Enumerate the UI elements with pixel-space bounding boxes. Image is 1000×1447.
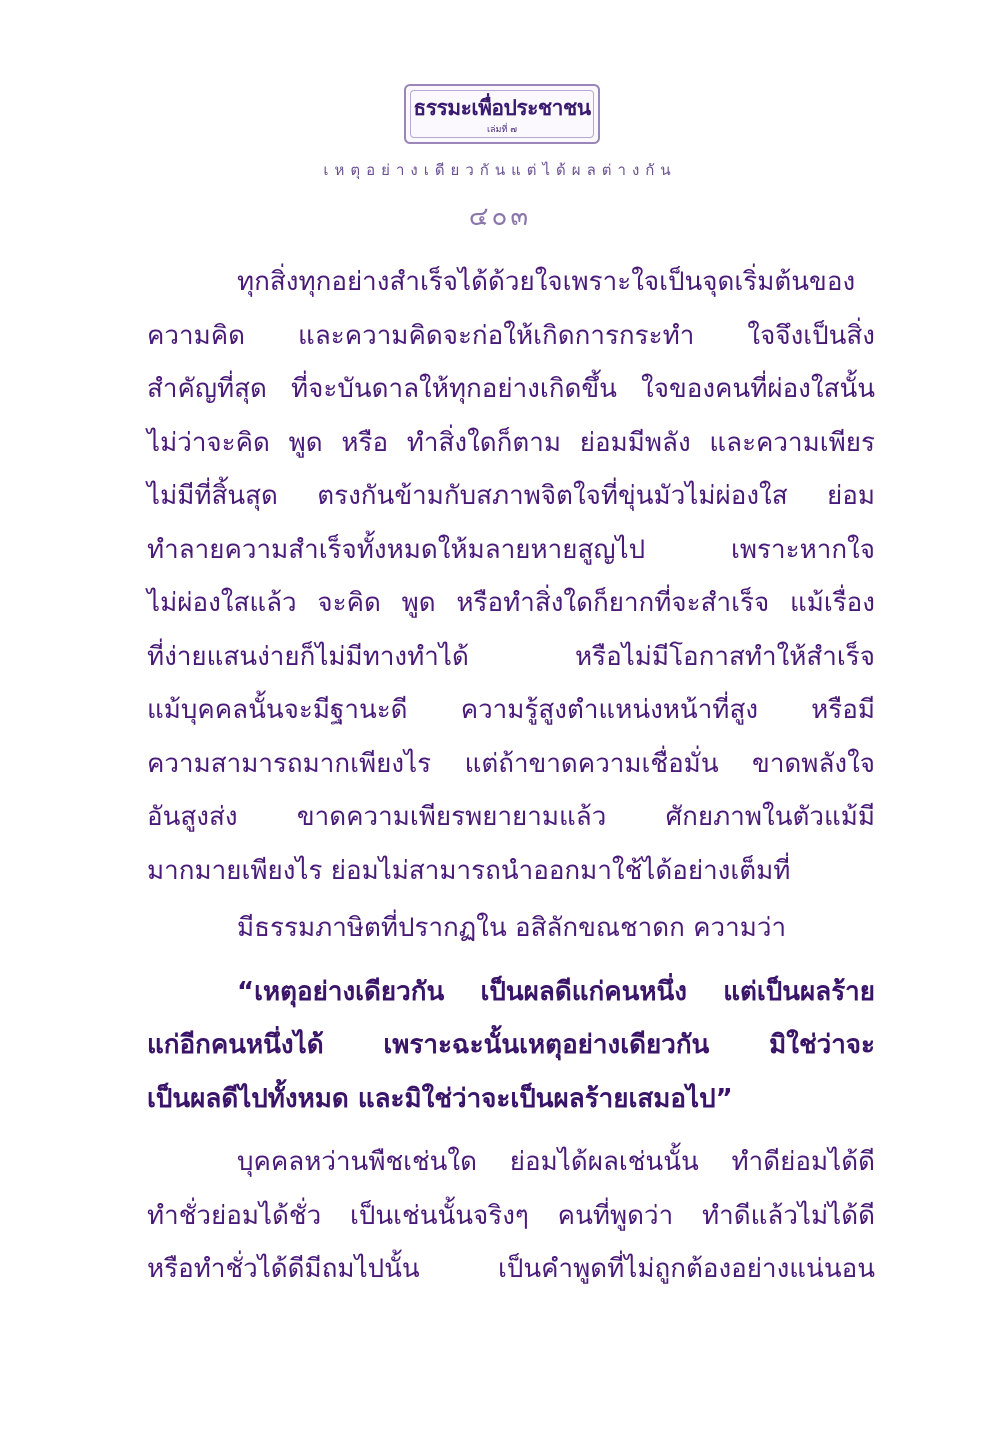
text-line: มากมายเพียงไร ย่อมไม่สามารถนำออกมาใช้ได้อย่างเต็มที่ [147, 855, 791, 886]
quote-line: แก่อีกคนหนึ่งได้ เพราะฉะนั้นเหตุอย่างเดียวกัน มิใช่ว่าจะ [147, 1030, 875, 1060]
book-logo [404, 84, 600, 144]
text-line: ทำชั่วย่อมได้ชั่ว เป็นเช่นนั้นจริงๆ คนที่พูดว่า ทำดีแล้วไม่ได้ดี [147, 1200, 875, 1231]
text-line: หรือทำชั่วได้ดีมีถมไปนั้น เป็นคำพูดที่ไม่ถูกต้องอย่างแน่นอน [147, 1254, 875, 1284]
text-line: ความคิด และความคิดจะก่อให้เกิดการกระทำ ใจจึงเป็นสิ่ง [147, 320, 875, 351]
text-line: ความสามารถมากเพียงไร แต่ถ้าขาดความเชื่อมั่น ขาดพลังใจ [147, 748, 875, 779]
text-line: อันสูงส่ง ขาดความเพียรพยายามแล้ว ศักยภาพในตัวแม้มี [147, 802, 875, 832]
quote-line: เป็นผลดีไปทั้งหมด และมิใช่ว่าจะเป็นผลร้ายเสมอไป” [147, 1083, 733, 1114]
text-line: ไม่มีที่สิ้นสุด ตรงกันข้ามกับสภาพจิตใจที่ขุ่นมัวไม่ผ่องใส ย่อม [147, 481, 875, 511]
paragraph-2: มีธรรมภาษิตที่ปรากฏใน อสิลักขณชาดก ความว่า [237, 913, 787, 943]
running-head: เหตุอย่างเดียวกันแต่ได้ผลต่างกัน [323, 161, 677, 179]
quote-line: “เหตุอย่างเดียวกัน เป็นผลดีแก่คนหนึ่ง แต่เป็นผลร้าย [237, 976, 875, 1007]
text-line: บุคคลหว่านพืชเช่นใด ย่อมได้ผลเช่นนั้น ทำดีย่อมได้ดี [237, 1147, 875, 1177]
text-line: แม้บุคคลนั้นจะมีฐานะดี ความรู้สูงตำแหน่งหน้าที่สูง หรือมี [147, 695, 875, 725]
text-line: ทำลายความสำเร็จทั้งหมดให้มลายหายสูญไป เพราะหากใจ [147, 534, 875, 565]
dhamma-quote [147, 972, 875, 1133]
text-line: ไม่ผ่องใสแล้ว จะคิด พูด หรือทำสิ่งใดก็ยากที่จะสำเร็จ แม้เรื่อง [147, 588, 875, 618]
logo-subtitle: เล่มที่ ๗ [486, 125, 518, 135]
paragraph-3 [147, 1142, 875, 1303]
page-body [147, 262, 875, 1303]
text-line: สำคัญที่สุด ที่จะบันดาลให้ทุกอย่างเกิดขึ้น ใจของคนที่ผ่องใสนั้น [147, 374, 875, 404]
page-number: ๔๐๓ [468, 202, 532, 232]
text-line: ทุกสิ่งทุกอย่างสำเร็จได้ด้วยใจเพราะใจเป็นจุดเริ่มต้นของ [237, 267, 856, 297]
text-line: ที่ง่ายแสนง่ายก็ไม่มีทางทำได้ หรือไม่มีโอกาสทำให้สำเร็จ [147, 641, 875, 672]
paragraph-1 [147, 262, 875, 904]
logo-title: ธรรมะเพื่อประชาชน [413, 95, 591, 120]
text-line: ไม่ว่าจะคิด พูด หรือ ทำสิ่งใดก็ตาม ย่อมมีพลัง และความเพียร [147, 427, 875, 458]
